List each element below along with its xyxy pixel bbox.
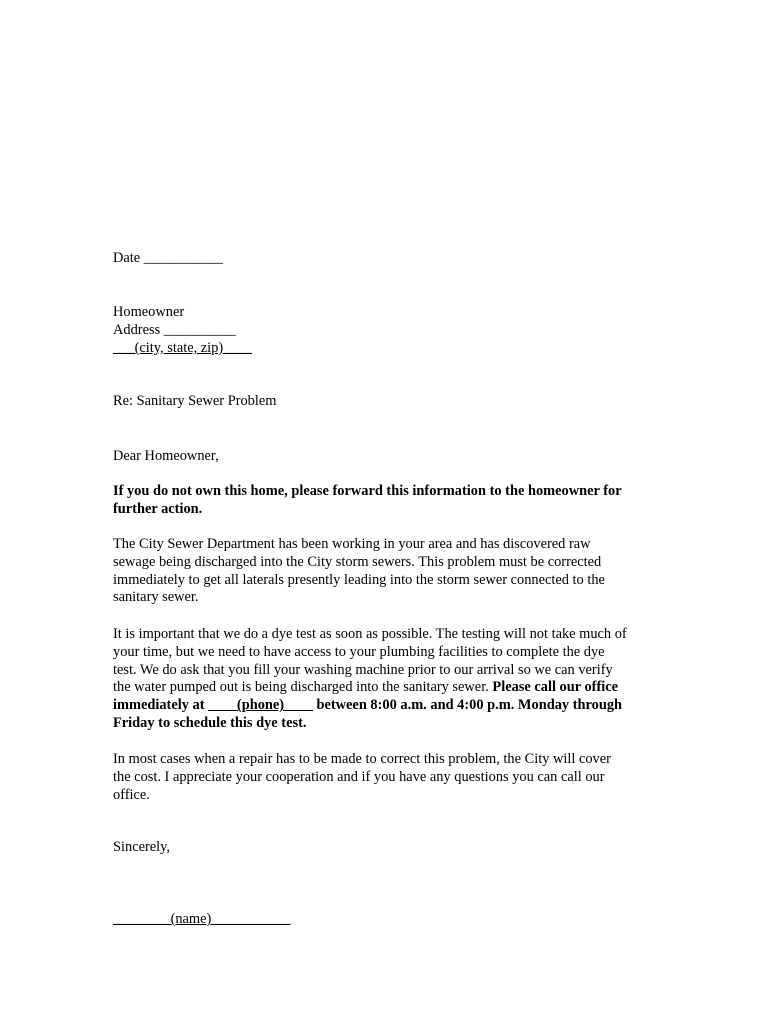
address-line	[113, 322, 236, 340]
paragraph-dye-test	[113, 626, 673, 733]
paragraph-line: the cost. I appreciate your cooperation and if you have any questions you can call our	[113, 768, 605, 785]
paragraph-discovery	[113, 536, 673, 607]
date-blank: ___________	[143, 250, 223, 266]
call-hours-text: between 8:00 a.m. and 4:00 p.m. Monday through	[312, 697, 623, 714]
notice-line: If you do not own this home, please forward this information to the homeowner for	[113, 483, 622, 499]
paragraph-line: In most cases when a repair has to be made to correct this problem, the City will cover	[113, 751, 611, 767]
closing: Sincerely,	[113, 839, 171, 855]
subject-line: Re: Sanitary Sewer Problem	[113, 393, 277, 409]
city-state-zip-line: ___(city, state, zip)____	[113, 340, 252, 356]
homeowner-line: Homeowner	[113, 304, 185, 320]
date-line	[113, 250, 223, 268]
phone-placeholder: ____(phone)____	[208, 697, 313, 714]
address-blank: __________	[163, 322, 236, 338]
paragraph-line: sewage being discharged into the City storm sewers. This problem must be corrected	[113, 553, 602, 570]
notice-line: further action.	[113, 500, 203, 517]
paragraph-line	[113, 697, 673, 715]
paragraph-text: the water pumped out is being discharged into the sanitary sewer.	[113, 679, 493, 696]
paragraph-repair-cost	[113, 751, 673, 804]
date-label: Date	[113, 250, 144, 266]
paragraph-line: It is important that we do a dye test as soon as possible. The testing will not take much of	[113, 626, 627, 642]
paragraph-line: your time, but we need to have access to your plumbing facilities to complete the dye	[113, 643, 605, 660]
paragraph-line: office.	[113, 786, 150, 803]
paragraph-line: sanitary sewer.	[113, 589, 199, 606]
paragraph-line: The City Sewer Department has been working in your area and has discovered raw	[113, 536, 591, 552]
paragraph-line	[113, 679, 673, 697]
salutation: Dear Homeowner,	[113, 448, 219, 464]
paragraph-line: immediately to get all laterals presently leading into the storm sewer connected to the	[113, 571, 605, 588]
call-office-text: Please call our office	[492, 679, 619, 696]
address-label: Address	[113, 322, 164, 338]
call-office-text: immediately at	[113, 697, 209, 714]
paragraph-line: Friday to schedule this dye test.	[113, 714, 307, 731]
forward-notice	[113, 483, 673, 519]
signature-line: ________(name)___________	[113, 911, 291, 927]
paragraph-line: test. We do ask that you fill your washing machine prior to our arrival so we can verify	[113, 661, 613, 678]
